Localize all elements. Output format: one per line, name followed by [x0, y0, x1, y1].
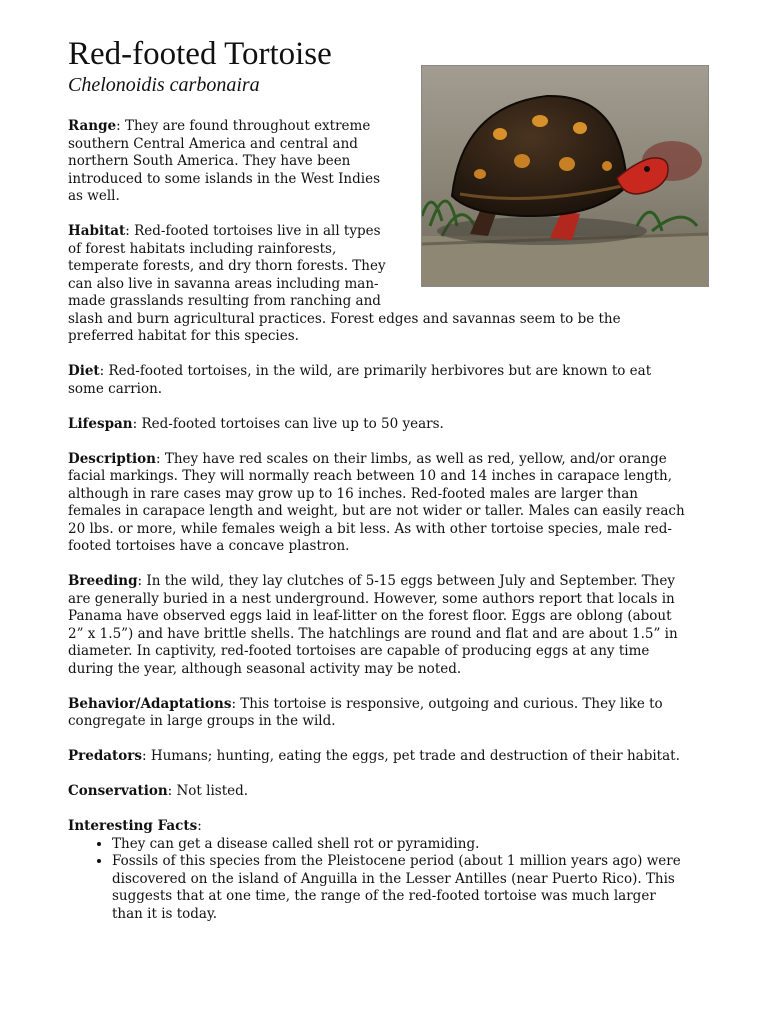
predators-text: : Humans; hunting, eating the eggs, pet trade and destruction of their habitat.	[142, 748, 680, 764]
diet-section	[68, 363, 688, 398]
fact-item: • They can get a disease called shell rot or pyramiding.	[112, 836, 688, 854]
facts-heading	[68, 818, 688, 836]
predators-section	[68, 748, 688, 766]
photo-float-spacer	[388, 118, 688, 295]
diet-text: : Red-footed tortoises, in the wild, are primarily herbivores but are known to eat some carrion.	[68, 363, 652, 397]
range-label: Range	[68, 118, 117, 134]
conservation-section	[68, 783, 688, 801]
habitat-label: Habitat	[68, 223, 126, 239]
description-label: Description	[68, 450, 156, 467]
fact-item: • Fossils of this species from the Pleistocene period (about 1 million years ago) were discovered on the island of Anguilla in the Lesser Antilles (near Puerto Rico). This suggests that at one time, the range of the red-footed tortoise was much larger than it is today.	[112, 853, 688, 923]
description-text: : They have red scales on their limbs, as well as red, yellow, and/or orange facial markings. They will normally reach between 10 and 14 inches in carapace length, although in rare cases may grow up to 16 inches. Red-footed males are larger than females in carapace length and weight, but are not wider or taller. Males can easily reach 20 lbs. or more, while females weigh a bit less. As with other tortoise species, male red-footed tortoises have a concave plastron.	[68, 450, 685, 554]
behavior-text: : This tortoise is responsive, outgoing and curious. They like to congregate in large groups in the wild.	[68, 695, 663, 729]
page-title: Red-footed Tortoise	[68, 36, 332, 72]
range-text: : They are found throughout extreme southern Central America and central and northern South America. They have been introduced to some islands in the West Indies as well.	[68, 118, 381, 204]
breeding-section	[68, 573, 688, 678]
facts-suffix: :	[197, 818, 202, 834]
scientific-name: Chelonoidis carbonaira	[68, 74, 260, 96]
behavior-section	[68, 696, 688, 731]
description-section	[68, 451, 688, 556]
article-body	[68, 118, 688, 923]
facts-list	[68, 836, 688, 924]
breeding-text: : In the wild, they lay clutches of 5-15 eggs between July and September. They are generally buried in a nest underground. However, some authors report that locals in Panama have observed eggs laid in leaf-litter on the forest floor. Eggs are oblong (about 2” x 1.5”) and have brittle shells. The hatchlings are round and flat and are about 1.5” in diameter. In captivity, red-footed tortoises are capable of producing eggs at any time during the year, although seasonal activity may be noted.	[68, 573, 678, 677]
lifespan-text: : Red-footed tortoises can live up to 50 years.	[132, 415, 444, 432]
conservation-text: : Not listed.	[167, 783, 249, 799]
diet-label: Diet	[68, 363, 100, 379]
predators-label: Predators	[68, 748, 142, 764]
behavior-label: Behavior/Adaptations	[68, 695, 232, 712]
habitat-text: : Red-footed tortoises live in all types of forest habitats including rainforests, temperate forests, and dry thorn forests. They can also live in savanna areas including man-made grasslands resulting from ranching and slash and burn agricultural practices. Forest edges and savannas seem to be the preferred habitat for this species.	[68, 223, 621, 344]
breeding-label: Breeding	[68, 573, 138, 589]
lifespan-label: Lifespan	[68, 415, 133, 432]
conservation-label: Conservation	[68, 783, 168, 799]
facts-label: Interesting Facts	[68, 818, 198, 834]
facts-section	[68, 818, 688, 923]
lifespan-section	[68, 416, 688, 434]
